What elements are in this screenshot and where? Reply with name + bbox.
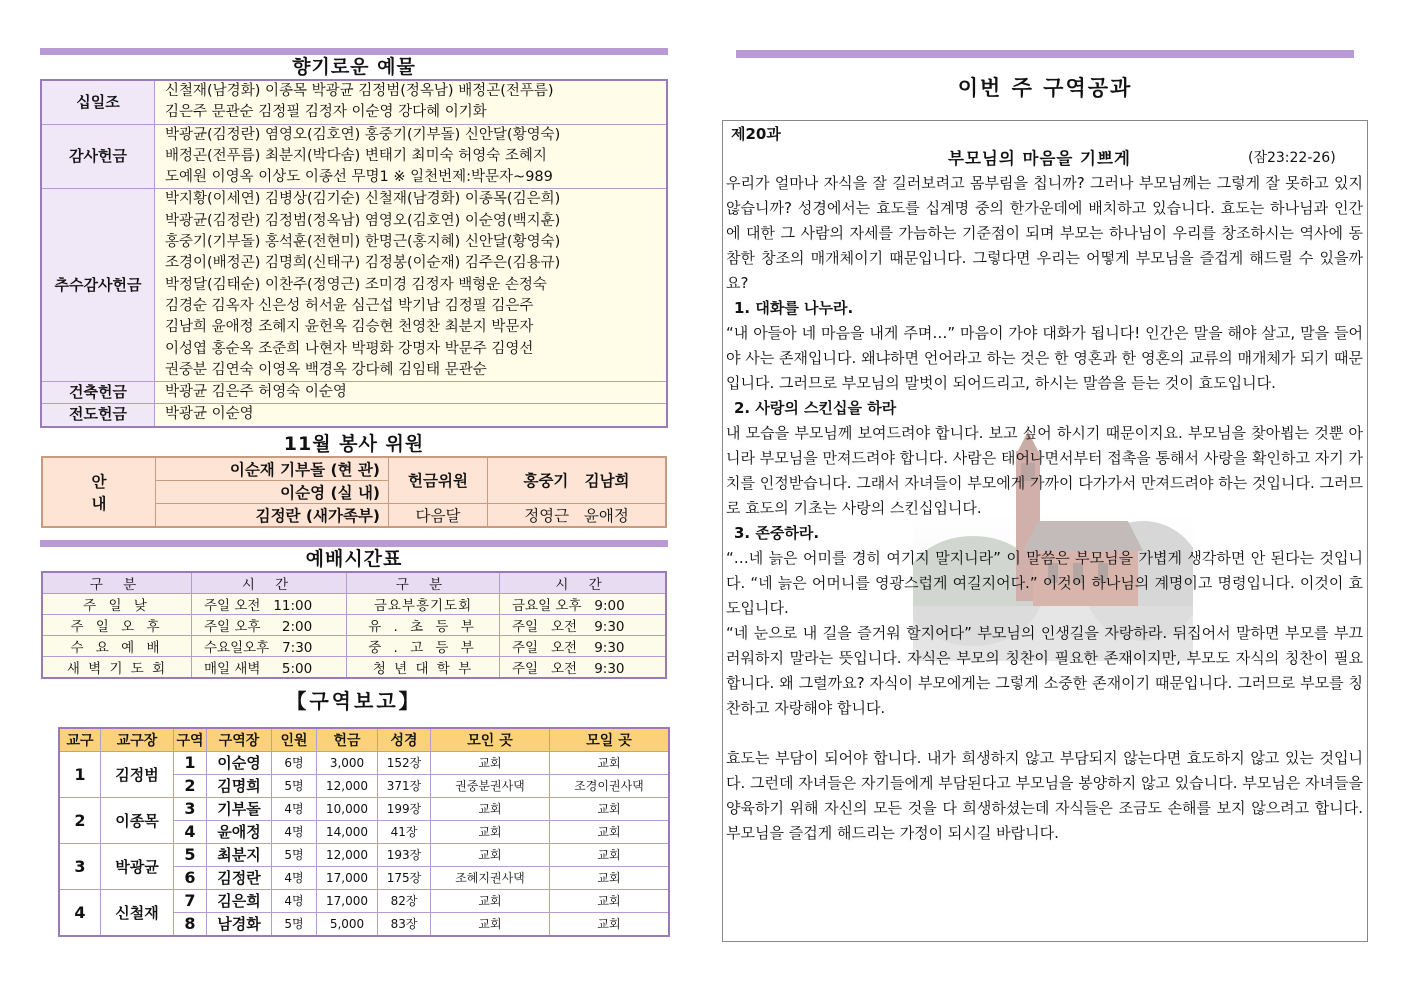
parish-number: 1 (59, 751, 101, 797)
district-row (59, 843, 669, 866)
worship-time: 주일 오전 9:30 (500, 635, 667, 656)
meet-place: 조경이권사댁 (550, 774, 670, 797)
lesson-title: 부모님의 마음을 기쁘게 (948, 149, 1131, 168)
worship-header: 구 분 (347, 572, 500, 594)
attendance: 6명 (272, 751, 317, 774)
district-header: 인원 (272, 728, 317, 752)
district-leader: 남경화 (207, 912, 272, 936)
district-table (58, 727, 670, 937)
offering-committee-label: 헌금위원 (389, 457, 488, 504)
lesson-point-heading: 1. 대화를 나누라. (734, 299, 854, 317)
offering-amount: 5,000 (317, 912, 378, 936)
next-month-names: 정영근 윤애정 (488, 503, 667, 527)
met-place: 교회 (431, 797, 550, 820)
offering-row (41, 80, 667, 124)
district-leader: 김은희 (207, 889, 272, 912)
offering-names: 박광균 이순영 (155, 404, 668, 427)
offering-category: 십일조 (41, 80, 155, 124)
met-place: 교회 (431, 843, 550, 866)
offering-title: 향기로운 예물 (292, 56, 416, 78)
attendance: 4명 (272, 866, 317, 889)
worship-name: 주 일 낮 (42, 593, 192, 614)
left-column (40, 48, 668, 937)
next-month-label: 다음달 (389, 503, 488, 527)
meet-place: 교회 (550, 843, 670, 866)
offering-table (40, 79, 668, 428)
district-number: 4 (174, 820, 207, 843)
offering-names: 박지황(이세연) 김병상(김기순) 신철재(남경화) 이종목(김은희) 박광균(김정란) 김정범(정옥남) 염영오(김호연) 이순영(백지훈) 홍중기(기부돌) 홍석훈(전현미) 한명근(홍지혜) 신안달(황영숙) 조경이(배정곤) 김명희(신태구) 김정봉(이순재) 김주은(김용규) 박정달(김태순) 이찬주(정영근) 조미경 김정자 백형운 손정숙 김경순 김옥자 신은성 허서윤 심근섭 박기남 김정필 김은주 김남희 윤애정 조혜지 윤헌옥 김승현 천영찬 최분지 박문자 이성엽 홍순옥 조준희 나현자 박평화 강명자 박문주 김영선 권중분 김연숙 이영옥 백경옥 강다혜 김임태 문관순 (155, 189, 668, 382)
bible-chapter: 41장 (378, 820, 431, 843)
bible-chapter: 371장 (378, 774, 431, 797)
offering-amount: 3,000 (317, 751, 378, 774)
parish-number: 2 (59, 797, 101, 843)
district-number: 6 (174, 866, 207, 889)
offering-amount: 14,000 (317, 820, 378, 843)
district-leader: 기부돌 (207, 797, 272, 820)
parish-number: 4 (59, 889, 101, 936)
meet-place: 교회 (550, 797, 670, 820)
worship-header: 시 간 (500, 572, 667, 594)
parish-head: 이종목 (101, 797, 174, 843)
worship-time: 금요일 오후 9:00 (500, 593, 667, 614)
worship-name: 새 벽 기 도 회 (42, 656, 192, 678)
spacer (726, 721, 1363, 746)
worship-header: 시 간 (192, 572, 347, 594)
meet-place: 교회 (550, 866, 670, 889)
met-place: 교회 (431, 889, 550, 912)
attendance: 5명 (272, 774, 317, 797)
offering-category: 전도헌금 (41, 404, 155, 427)
offering-divider (40, 48, 668, 55)
parish-head: 박광균 (101, 843, 174, 889)
lesson-point-heading: 2. 사랑의 스킨십을 하라 (734, 399, 897, 417)
district-header: 구역장 (207, 728, 272, 752)
district-number: 8 (174, 912, 207, 936)
district-number: 2 (174, 774, 207, 797)
district-title: 【구역보고】 (286, 688, 422, 713)
lesson-point-text: 내 모습을 부모님께 보여드려야 합니다. 보고 싶어 하시기 때문이지요. 부모님을 찾아뵙는 것뿐 아니라 부모님을 만져드려야 합니다. 사람은 태어나면서부터 접촉을 통해서 사랑을 확인하고 자기 가치를 인정받습니다. 그래서 자녀들이 부모에게 가까이 다가가서 만져드려야 하는 것입니다. 그러므로 효도의 기초는 사랑의 스킨십입니다. (726, 424, 1363, 517)
offering-category: 감사헌금 (41, 124, 155, 189)
district-header: 헌금 (317, 728, 378, 752)
worship-name: 주 일 오 후 (42, 614, 192, 635)
service-table (41, 456, 667, 528)
offering-row (41, 382, 667, 404)
bible-chapter: 83장 (378, 912, 431, 936)
offering-amount: 12,000 (317, 843, 378, 866)
offering-committee-names: 홍중기 김남희 (488, 457, 667, 504)
meet-place: 교회 (550, 912, 670, 936)
district-leader: 김정란 (207, 866, 272, 889)
met-place: 조혜지권사댁 (431, 866, 550, 889)
offering-category: 추수감사헌금 (41, 189, 155, 382)
bible-chapter: 175장 (378, 866, 431, 889)
district-header: 구역 (174, 728, 207, 752)
bible-chapter: 193장 (378, 843, 431, 866)
district-row (59, 889, 669, 912)
bible-chapter: 152장 (378, 751, 431, 774)
lesson-intro: 우리가 얼마나 자식을 잘 길러보려고 몸부림을 칩니까? 그러나 부모님께는 그렇게 잘 못하고 있지 않습니까? 성경에서는 효도를 십계명 중의 한가운데에 배치하고 있습니다. 효도는 하나님과 인간에 대한 그 사람의 자세를 가늠하는 기준점이 되며 부모는 하나님이 우리를 창조하시는 역사에 동참한 창조의 매개체이기 때문입니다. 그렇다면 우리는 어떻게 부모님을 즐겁게 해드릴 수 있을까요? (726, 174, 1363, 292)
offering-category: 건축헌금 (41, 382, 155, 404)
right-column (722, 50, 1368, 942)
offering-names: 박광균(김정란) 염영오(김호연) 홍중기(기부돌) 신안달(황영숙) 배정곤(전푸름) 최분지(박다솜) 변태기 최미숙 허영숙 조혜지 도예원 이영옥 이상도 이종선 무명1 ※ 일천번제:박문자~989 (155, 124, 668, 189)
lesson-section-title: 이번 주 구역공과 (957, 76, 1133, 100)
worship-name: 금요부흥기도회 (347, 593, 500, 614)
district-header: 교구장 (101, 728, 174, 752)
lesson-header (726, 145, 1363, 171)
parish-number: 3 (59, 843, 101, 889)
lesson-divider (736, 50, 1354, 58)
district-row (59, 751, 669, 774)
worship-time: 주일 오전 9:30 (500, 614, 667, 635)
bible-chapter: 82장 (378, 889, 431, 912)
met-place: 교회 (431, 820, 550, 843)
lesson-closing: 효도는 부담이 되어야 합니다. 내가 희생하지 않고 부담되지 않는다면 효도하지 않고 있는 것입니다. 그런데 자녀들은 자기들에게 부담된다고 부모님을 봉양하지 않고 있습니다. 부모님은 자녀들을 양육하기 위해 자신의 모든 것을 다 희생하셨는데 자식들은 조금도 손해를 보지 않으려고 합니다. 부모님을 즐겁게 해드리는 가정이 되시길 바랍니다. (726, 749, 1363, 842)
offering-amount: 17,000 (317, 866, 378, 889)
district-number: 1 (174, 751, 207, 774)
offering-amount: 10,000 (317, 797, 378, 820)
worship-name: 중 . 고 등 부 (347, 635, 500, 656)
district-leader: 윤애정 (207, 820, 272, 843)
service-title: 11월 봉사 위원 (283, 432, 425, 455)
lesson-box (722, 120, 1368, 942)
bible-chapter: 199장 (378, 797, 431, 820)
worship-time: 주일 오전 9:30 (500, 656, 667, 678)
guide-indoor: 이순영 (실 내) (156, 480, 389, 503)
lesson-reference: (잠23:22-26) (1248, 150, 1336, 166)
attendance: 5명 (272, 843, 317, 866)
meet-place: 교회 (550, 889, 670, 912)
worship-name: 청 년 대 학 부 (347, 656, 500, 678)
guide-newfamily: 김정란 (새가족부) (156, 503, 389, 527)
district-leader: 이순영 (207, 751, 272, 774)
attendance: 4명 (272, 797, 317, 820)
met-place: 교회 (431, 751, 550, 774)
worship-title: 예배시간표 (305, 547, 403, 570)
worship-time: 주일 오후 2:00 (192, 614, 347, 635)
district-header: 모인 곳 (431, 728, 550, 752)
lesson-point-text: “내 아들아 네 마음을 내게 주며…” 마음이 가야 대화가 됩니다! 인간은 말을 해야 살고, 말을 들어야 사는 존재입니다. 왜냐하면 언어라고 하는 것은 한 영혼과 한 영혼의 교류의 매개체가 되기 때문입니다. 그러므로 부모님의 말벗이 되어드리고, 하시는 말씀을 듣는 것이 효도입니다. (726, 324, 1363, 392)
offering-names: 신철재(남경화) 이종목 박광균 김정범(정옥남) 배정곤(전푸름) 김은주 문관순 김정필 김정자 이순영 강다혜 이기화 (155, 80, 668, 124)
district-number: 7 (174, 889, 207, 912)
offering-row (41, 124, 667, 189)
offering-amount: 12,000 (317, 774, 378, 797)
lesson-number: 제20과 (731, 125, 781, 143)
worship-time: 매일 새벽 5:00 (192, 656, 347, 678)
guide-entrance: 이순재 기부돌 (현 관) (156, 457, 389, 481)
guide-label: 안 내 (42, 457, 156, 527)
worship-header: 구 분 (42, 572, 192, 594)
district-row (59, 797, 669, 820)
district-header: 성경 (378, 728, 431, 752)
district-number: 5 (174, 843, 207, 866)
district-number: 3 (174, 797, 207, 820)
meet-place: 교회 (550, 751, 670, 774)
district-header: 교구 (59, 728, 101, 752)
meet-place: 교회 (550, 820, 670, 843)
parish-head: 신철재 (101, 889, 174, 936)
attendance: 4명 (272, 820, 317, 843)
worship-name: 유 . 초 등 부 (347, 614, 500, 635)
attendance: 5명 (272, 912, 317, 936)
attendance: 4명 (272, 889, 317, 912)
district-leader: 최분지 (207, 843, 272, 866)
worship-time: 주일 오전 11:00 (192, 593, 347, 614)
worship-time: 수요일오후 7:30 (192, 635, 347, 656)
offering-names: 박광균 김은주 허영숙 이순영 (155, 382, 668, 404)
offering-amount: 17,000 (317, 889, 378, 912)
worship-divider (40, 540, 668, 547)
offering-row (41, 404, 667, 427)
worship-name: 수 요 예 배 (42, 635, 192, 656)
district-header: 모일 곳 (550, 728, 670, 752)
worship-table (41, 571, 667, 679)
offering-row (41, 189, 667, 382)
met-place: 권중분권사댁 (431, 774, 550, 797)
met-place: 교회 (431, 912, 550, 936)
district-leader: 김명희 (207, 774, 272, 797)
lesson-point-heading: 3. 존중하라. (734, 524, 820, 542)
parish-head: 김정범 (101, 751, 174, 797)
lesson-point-text: “…네 늙은 어미를 경히 여기지 말지니라” 이 말씀은 부모님을 가볍게 생각하면 안 된다는 것입니다. “네 늙은 어머니를 영광스럽게 여길지어다.” 이것이 하나님의 계명이고 명령입니다. 이것이 효도입니다. “네 눈으로 내 길을 즐거워 할지어다” 부모님의 인생길을 자랑하라. 뒤집어서 말하면 부모를 부끄러워하지 말라는 뜻입니다. 자식은 부모의 칭찬이 필요한 존재이지만, 부모도 자식의 칭찬이 필요합니다. 왜 그럴까요? 자식이 부모에게는 그렇게 소중한 존재이기 때문입니다. 그러므로 부모를 칭찬하고 자랑해야 합니다. (726, 549, 1363, 717)
